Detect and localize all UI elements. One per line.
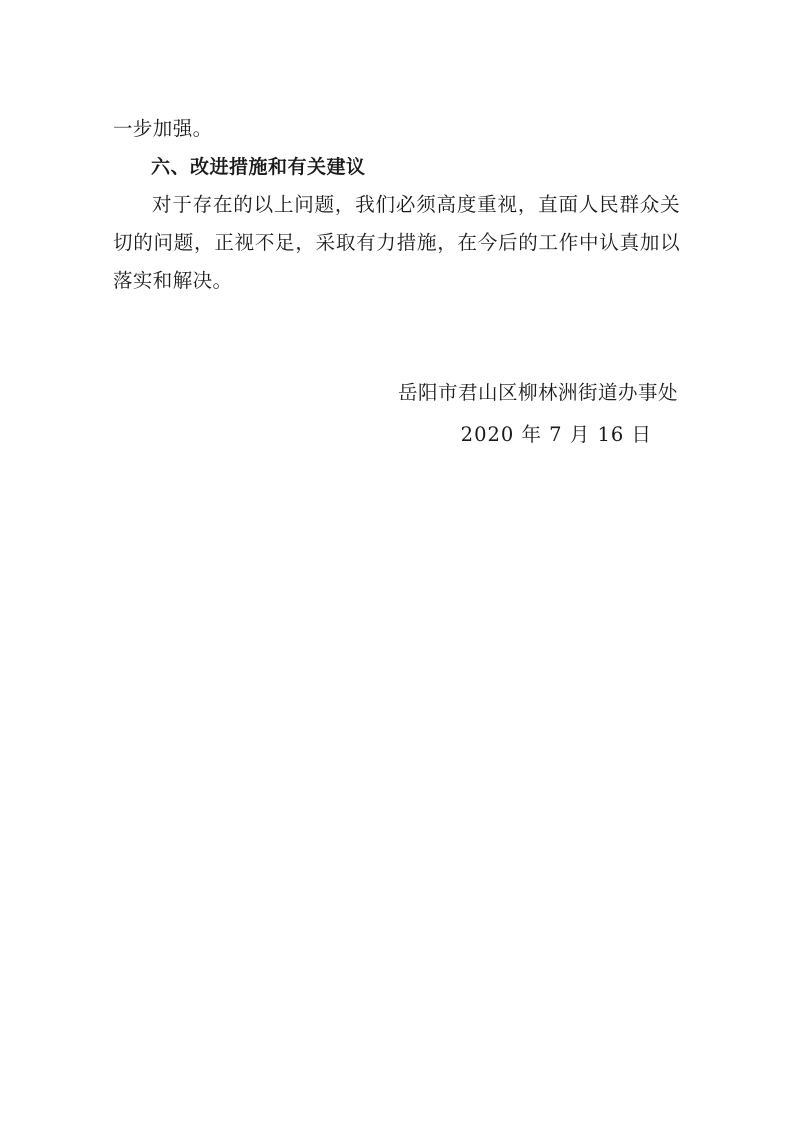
signature-organization: 岳阳市君山区柳林洲街道办事处 (397, 381, 678, 404)
body-paragraph: 对于存在的以上问题，我们必须高度重视，直面人民群众关切的问题，正视不足，采取有力措施，在今后的工作中认真加以落实和解决。 (113, 193, 680, 292)
continued-paragraph: 一步加强。 (113, 117, 213, 140)
signature-block (113, 372, 680, 456)
document-content (113, 110, 680, 456)
vertical-spacer (113, 300, 680, 372)
section-heading: 六、改进措施和有关建议 (151, 156, 366, 178)
signature-date: 2020 年 7 月 16 日 (460, 423, 652, 446)
